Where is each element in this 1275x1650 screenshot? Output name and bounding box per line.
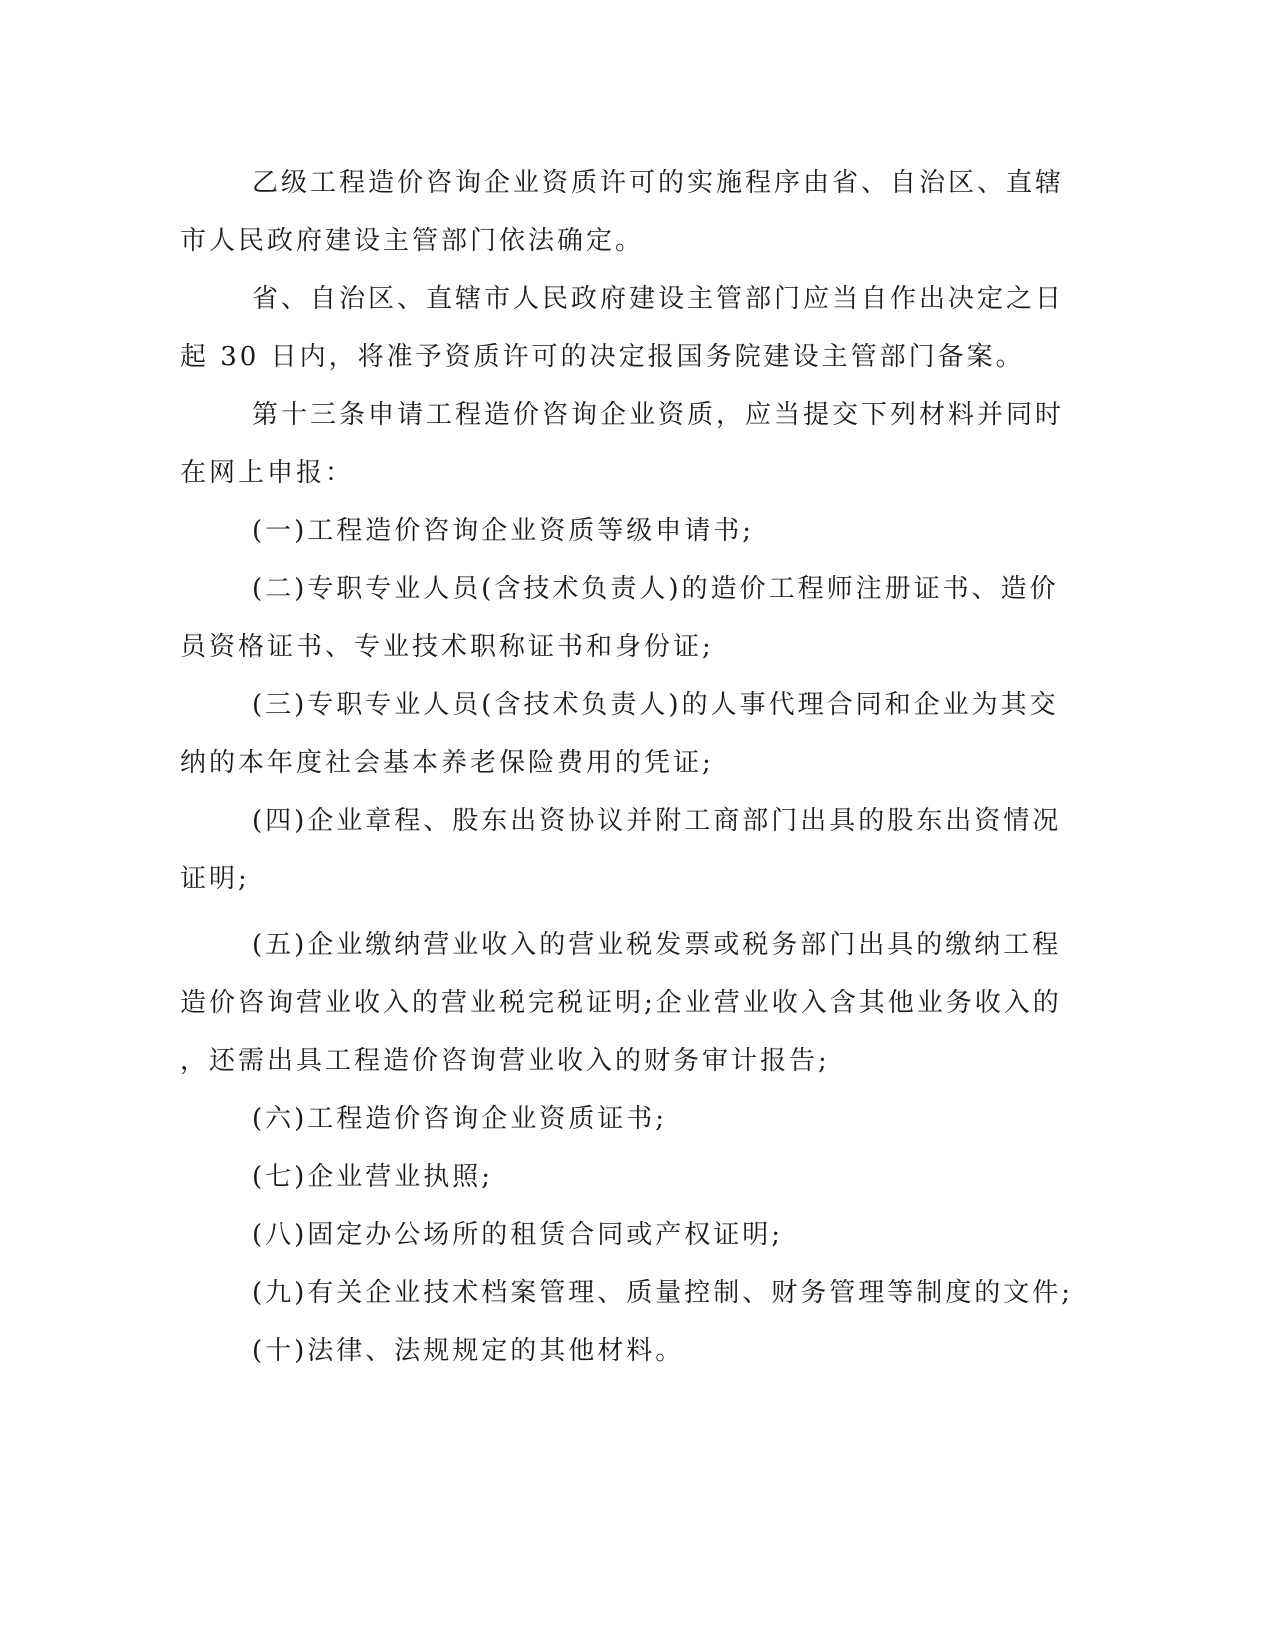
- text-line: (二)专职专业人员(含技术负责人)的造价工程师注册证书、造价: [252, 574, 1059, 604]
- text-line: 乙级工程造价咨询企业资质许可的实施程序由省、自治区、直辖: [252, 168, 1065, 198]
- text-line: (五)企业缴纳营业收入的营业税发票或税务部门出具的缴纳工程: [252, 930, 1062, 960]
- text-line: (七)企业营业执照;: [252, 1162, 494, 1192]
- text-line: 造价咨询营业收入的营业税完税证明;企业营业收入含其他业务收入的: [180, 988, 1062, 1018]
- text-line: (四)企业章程、股东出资协议并附工商部门出具的股东出资情况: [252, 806, 1062, 836]
- text-line: 在网上申报：: [180, 458, 355, 488]
- text-line: (三)专职专业人员(含技术负责人)的人事代理合同和企业为其交: [252, 690, 1059, 720]
- text-line: 证明;: [180, 864, 250, 894]
- text-line: 市人民政府建设主管部门依法确定。: [180, 226, 645, 256]
- text-line: 纳的本年度社会基本养老保险费用的凭证;: [180, 748, 714, 778]
- text-line: 员资格证书、专业技术职称证书和身份证;: [180, 632, 714, 662]
- text-line: (六)工程造价咨询企业资质证书;: [252, 1104, 668, 1134]
- text-line: (十)法律、法规规定的其他材料。: [252, 1336, 685, 1366]
- text-line: (九)有关企业技术档案管理、质量控制、财务管理等制度的文件;: [252, 1278, 1074, 1308]
- text-line: 省、自治区、直辖市人民政府建设主管部门应当自作出决定之日: [252, 284, 1065, 314]
- text-line: (一)工程造价咨询企业资质等级申请书;: [252, 516, 755, 546]
- text-line: 起 30 日内，将准予资质许可的决定报国务院建设主管部门备案。: [180, 342, 1025, 372]
- text-line: 第十三条申请工程造价咨询企业资质，应当提交下列材料并同时: [252, 400, 1065, 430]
- text-line: ，还需出具工程造价咨询营业收入的财务审计报告;: [180, 1046, 830, 1076]
- text-line: (八)固定办公场所的租赁合同或产权证明;: [252, 1220, 784, 1250]
